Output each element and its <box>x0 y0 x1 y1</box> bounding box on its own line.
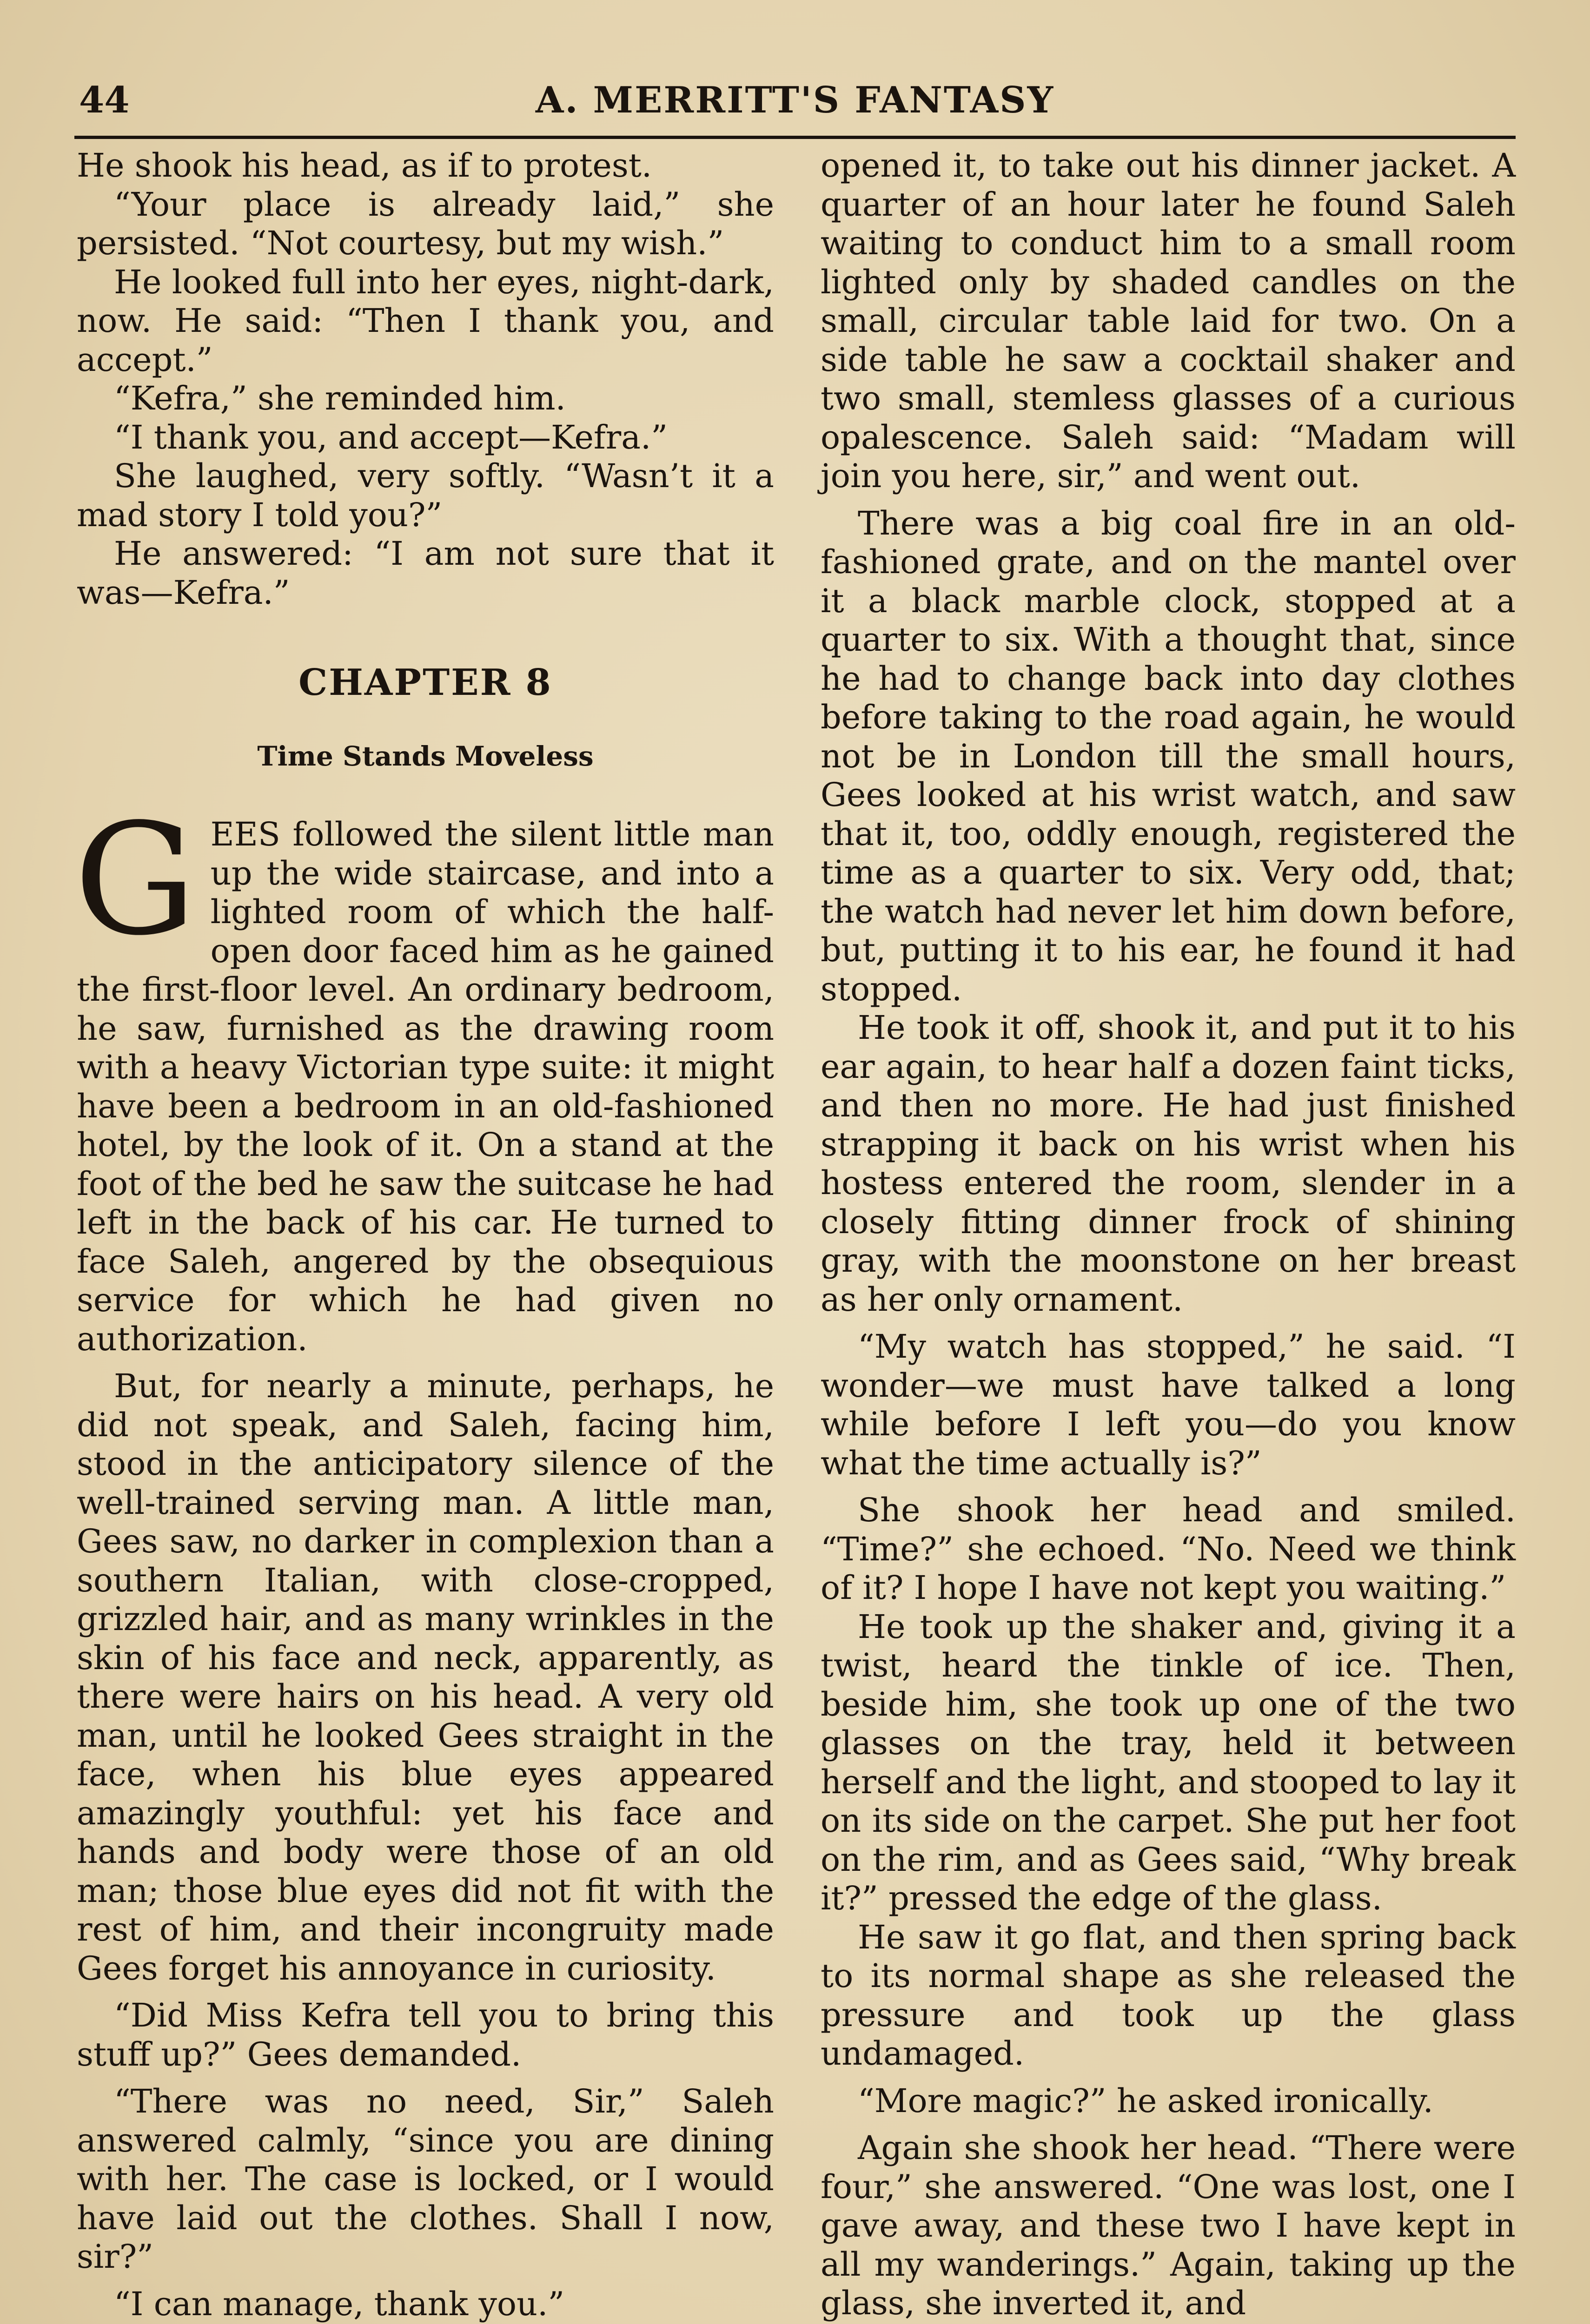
paragraph: “There was no need, Sir,” Saleh answered calmly, “since you are dining with her. The case is locked, or I would have laid out the clothes. Shall I now, sir?” <box>77 2082 774 2276</box>
drop-cap: G <box>74 791 197 969</box>
paragraph: “I can manage, thank you.” <box>114 2284 565 2323</box>
paragraph: He took it off, shook it, and put it to his ear again, to hear half a dozen faint ticks, and then no more. He had just finished strapping it back on his wrist when his hostess entered the room, slender in a closely fitting dinner frock of shining gray, with the moonstone on her breast as her only ornament. <box>821 1009 1516 1319</box>
chapter-heading: CHAPTER 8 <box>298 661 552 704</box>
chapter-title: Time Stands Moveless <box>257 740 594 772</box>
left-column <box>74 146 774 2324</box>
right-column <box>821 146 1516 2324</box>
paragraph: She shook her head and smiled. “Time?” she echoed. “No. Need we think of it? I hope I have not kept you waiting.” <box>821 1491 1516 1607</box>
header-rule <box>74 136 1516 139</box>
paragraph: He looked full into her eyes, night-dark, now. He said: “Then I thank you, and accept.” <box>77 263 774 379</box>
paragraph-text: EES followed the silent little man up the wide staircase, and into a lighted room of which the half-open door faced him as he gained the first-floor level. An ordinary bedroom, he saw, furnished as the drawing room with a heavy Victorian type suite: it might have been a bedroom in an old-fashioned hotel, by the look of it. On a stand at the foot of the bed he saw the suitcase he had left in the back of his car. He turned to face Saleh, angered by the obsequious service for which he had given no authorization. <box>77 815 774 1358</box>
paragraph: He shook his head, as if to protest. <box>77 146 652 185</box>
paragraph: “Your place is already laid,” she persisted. “Not courtesy, but my wish.” <box>77 185 774 262</box>
paragraph: opened it, to take out his dinner jacket. A quarter of an hour later he found Saleh waiting to conduct him to a small room lighted only by shaded candles on the small, circular table laid for two. On a side table he saw a cocktail shaker and two small, stemless glasses of a curious opalescence. Saleh said: “Madam will join you here, sir,” and went out. <box>821 146 1516 495</box>
paragraph: He took up the shaker and, giving it a twist, heard the tinkle of ice. Then, beside him, she took up one of the two glasses on the tray, held it between herself and the light, and stooped to lay it on its side on the carpet. She put her foot on the rim, and as Gees said, “Why break it?” pressed the edge of the glass. <box>821 1607 1516 1917</box>
paragraph: But, for nearly a minute, perhaps, he did not speak, and Saleh, facing him, stood in the anticipatory silence of the well-trained serving man. A little man, Gees saw, no darker in complexion than a southern Italian, with close-cropped, grizzled hair, and as many wrinkles in the skin of his face and neck, apparently, as there were hairs on his head. A very old man, until he looked Gees straight in the face, when his blue eyes appeared amazingly youthful: yet his face and hands and body were those of an old man; those blue eyes did not fit with the rest of him, and their incongruity made Gees forget his annoyance in curiosity. <box>77 1367 774 1987</box>
paragraph: “I thank you, and accept—Kefra.” <box>114 418 668 456</box>
paragraph: “Kefra,” she reminded him. <box>114 379 566 417</box>
page-header <box>74 74 1516 125</box>
chapter-opening-paragraph <box>74 791 774 1359</box>
running-title: A. MERRITT'S FANTASY <box>535 79 1055 121</box>
paragraph: “Did Miss Kefra tell you to bring this stuff up?” Gees demanded. <box>77 1996 774 2073</box>
paragraph: She laughed, very softly. “Wasn’t it a mad story I told you?” <box>77 457 774 534</box>
paragraph: There was a big coal fire in an old-fashioned grate, and on the mantel over it a black marble clock, stopped at a quarter to six. With a thought that, since he had to change back into day clothes before taking to the road again, he would not be in London till the small hours, Gees looked at his wrist watch, and saw that it, too, oddly enough, registered the time as a quarter to six. Very odd, that; the watch had never let him down before, but, putting it to his ear, he found it had stopped. <box>821 504 1516 1008</box>
paragraph: “My watch has stopped,” he said. “I wonder—we must have talked a long while before I left you—do you know what the time actually is?” <box>821 1327 1516 1482</box>
page-number: 44 <box>79 79 130 121</box>
paragraph: Again she shook her head. “There were four,” she answered. “One was lost, one I gave away, and these two I have kept in all my wanderings.” Again, taking up the glass, she inverted it, and <box>821 2129 1516 2322</box>
paragraph: He answered: “I am not sure that it was—Kefra.” <box>77 535 774 612</box>
paragraph: “More magic?” he asked ironically. <box>858 2081 1433 2120</box>
paragraph: He saw it go flat, and then spring back to its normal shape as she released the pressure and took up the glass undamaged. <box>821 1918 1516 2073</box>
